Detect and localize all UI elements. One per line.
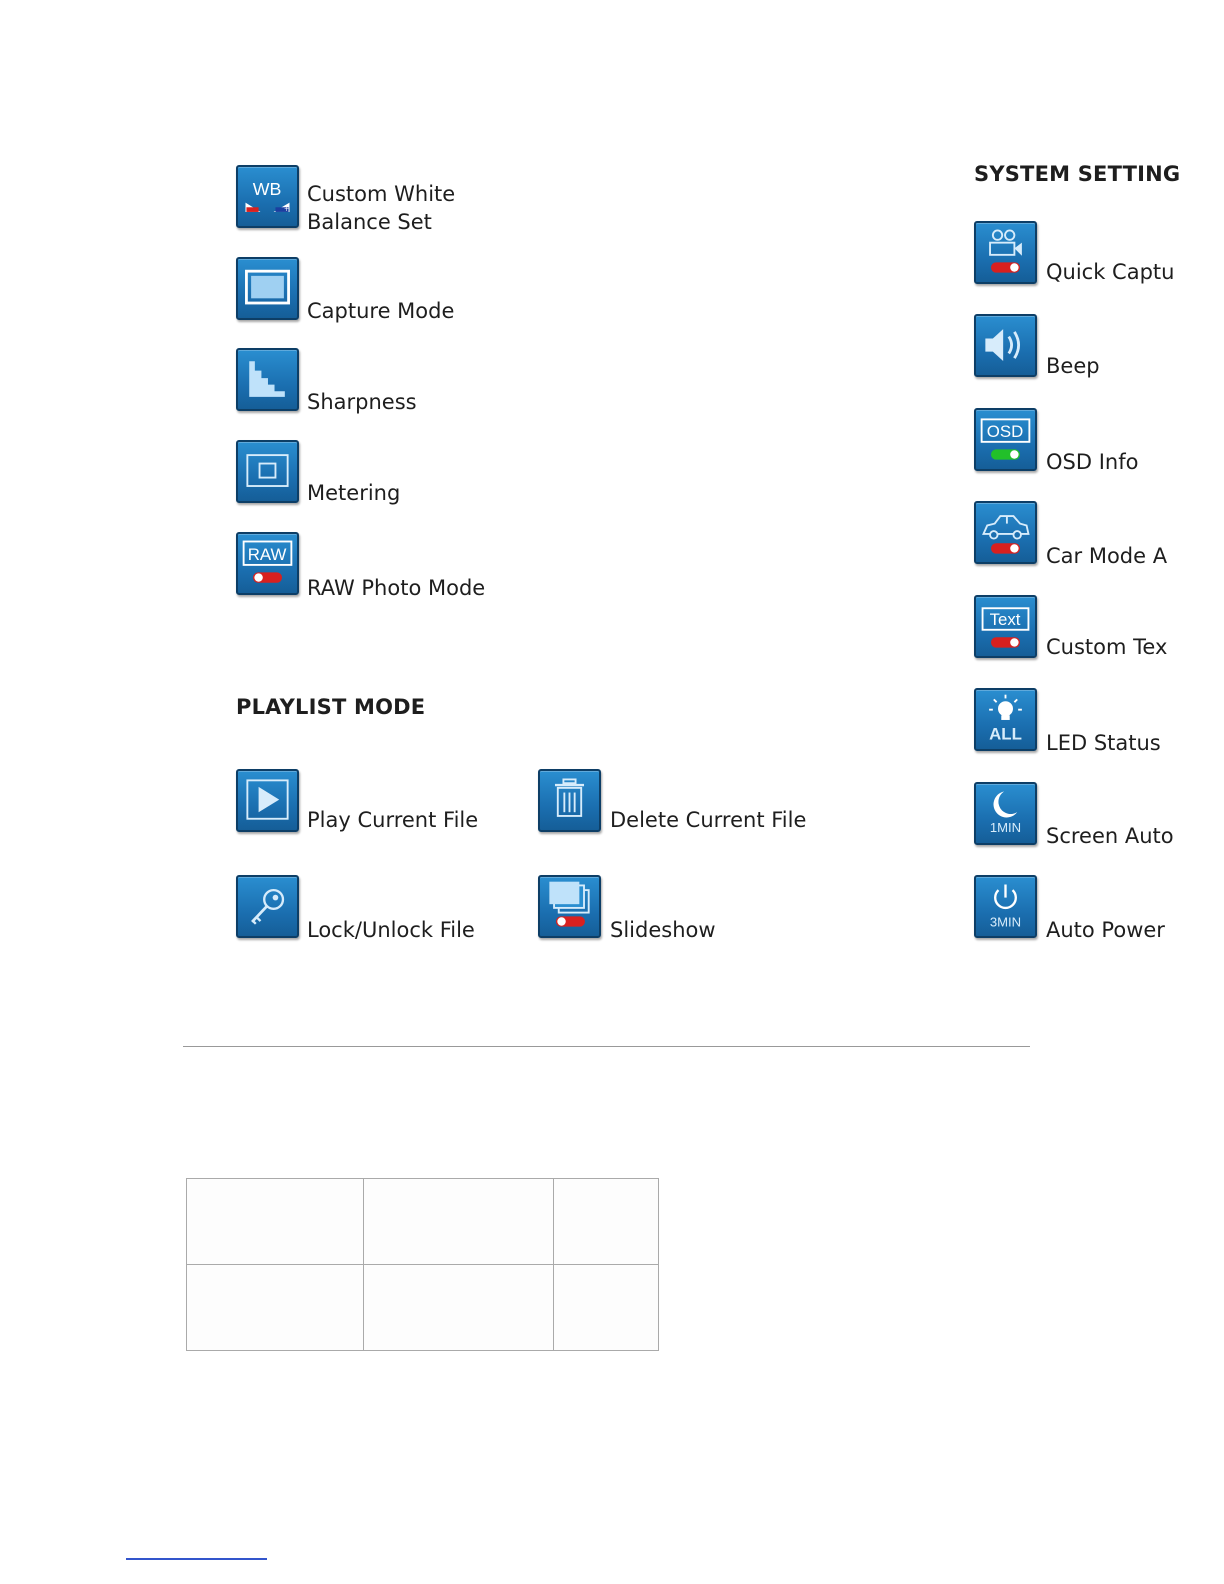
quick-capture-icon — [974, 221, 1037, 284]
quick-capture-label: Quick Captu — [1046, 260, 1175, 284]
slideshow-icon — [538, 875, 601, 938]
trash-icon — [538, 769, 601, 832]
capture-mode-icon — [236, 257, 299, 320]
play-icon — [236, 769, 299, 832]
svg-text:OSD: OSD — [986, 422, 1024, 442]
svg-text:+: + — [283, 205, 290, 214]
text-icon — [974, 595, 1037, 658]
table-cell — [363, 1179, 553, 1265]
table-cell — [553, 1179, 658, 1265]
svg-text:RAW: RAW — [247, 545, 287, 565]
svg-text:Text: Text — [989, 610, 1021, 630]
lock-unlock-file-label: Lock/Unlock File — [307, 918, 475, 942]
svg-text:3MIN: 3MIN — [989, 914, 1022, 930]
raw-icon — [236, 532, 299, 595]
car-icon — [974, 501, 1037, 564]
table-cell — [187, 1179, 364, 1265]
osd-info-label: OSD Info — [1046, 450, 1139, 474]
metering-label: Metering — [307, 481, 401, 505]
slideshow-label: Slideshow — [610, 918, 716, 942]
osd-icon — [974, 408, 1037, 471]
custom-white-balance-label — [307, 180, 455, 236]
svg-text:1MIN: 1MIN — [989, 819, 1022, 835]
empty-table — [186, 1178, 659, 1351]
speaker-icon — [974, 314, 1037, 377]
led-icon — [974, 688, 1037, 751]
table-row — [187, 1179, 659, 1265]
white-balance-icon — [236, 165, 299, 228]
raw-photo-mode-label: RAW Photo Mode — [307, 576, 486, 600]
horizontal-divider — [183, 1046, 1030, 1047]
screen-auto-off-label: Screen Auto — [1046, 824, 1174, 848]
delete-current-file-label: Delete Current File — [610, 808, 807, 832]
auto-power-off-label: Auto Power — [1046, 918, 1165, 942]
beep-label: Beep — [1046, 354, 1100, 378]
system-setting-heading: SYSTEM SETTING — [974, 162, 1181, 186]
key-icon — [236, 875, 299, 938]
table-cell — [553, 1265, 658, 1351]
led-status-label: LED Status — [1046, 731, 1161, 755]
capture-mode-label: Capture Mode — [307, 299, 455, 323]
svg-text:WB: WB — [252, 179, 282, 200]
sharpness-label: Sharpness — [307, 390, 417, 414]
sharpness-icon — [236, 348, 299, 411]
power-icon — [974, 875, 1037, 938]
moon-icon — [974, 782, 1037, 845]
metering-icon — [236, 440, 299, 503]
custom-white-balance-line1: Custom White — [307, 182, 456, 206]
car-mode-label: Car Mode A — [1046, 544, 1168, 568]
play-current-file-label: Play Current File — [307, 808, 479, 832]
svg-text:ALL: ALL — [989, 724, 1022, 744]
table-cell — [187, 1265, 364, 1351]
playlist-mode-heading: PLAYLIST MODE — [236, 695, 426, 719]
table-row — [187, 1265, 659, 1351]
footer-link-underline[interactable] — [126, 1558, 267, 1560]
table-cell — [363, 1265, 553, 1351]
custom-text-label: Custom Tex — [1046, 635, 1168, 659]
custom-white-balance-line2: Balance Set — [307, 210, 432, 234]
